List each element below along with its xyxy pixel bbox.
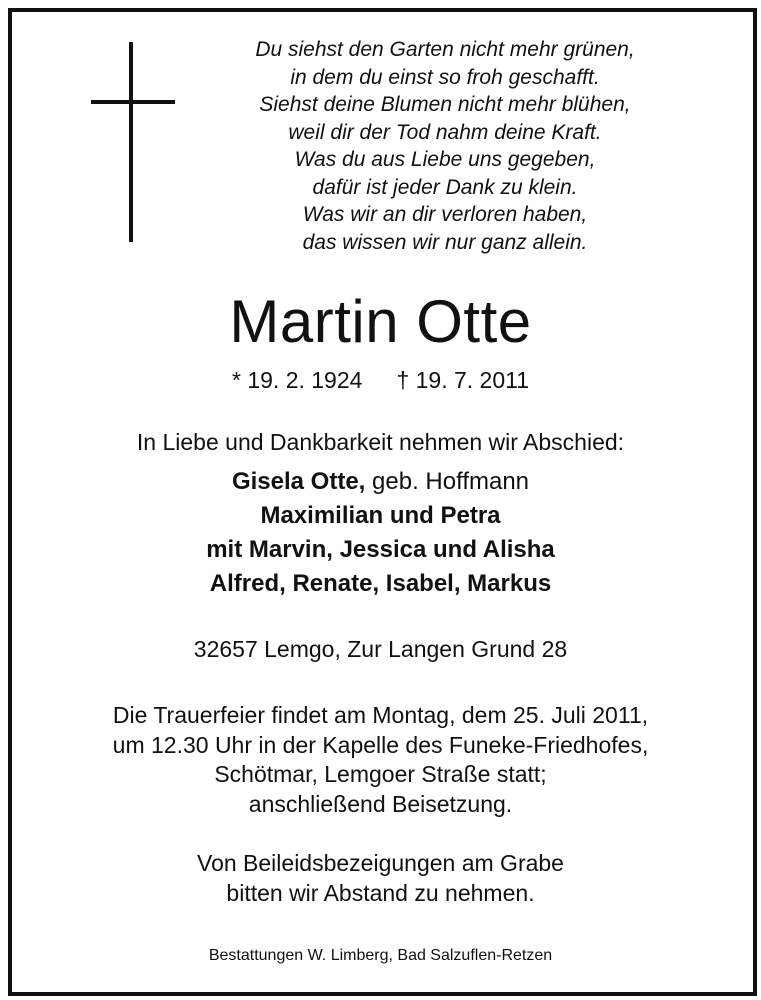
farewell-intro: In Liebe und Dankbarkeit nehmen wir Abschied: — [136, 429, 625, 455]
service-line: anschließend Beisetzung. — [248, 790, 513, 817]
poem-line: Was du aus Liebe uns gegeben, — [294, 148, 596, 171]
spouse-maiden-name: geb. Hoffmann — [372, 468, 530, 495]
poem — [208, 36, 682, 256]
funeral-home-footer: Bestattungen W. Limberg, Bad Salzuflen-Retzen — [208, 947, 553, 964]
spouse-name: Gisela Otte, — [231, 468, 366, 495]
poem-line: Du siehst den Garten nicht mehr grünen, — [255, 38, 635, 61]
condolence-line: Von Beileidsbezeigungen am Grabe — [197, 850, 564, 876]
condolence-note — [0, 849, 761, 908]
life-dates — [0, 365, 761, 395]
condolence-line: bitten wir Abstand zu nehmen. — [226, 879, 535, 906]
birth-date: * 19. 2. 1924 — [231, 367, 363, 393]
poem-line: dafür ist jeder Dank zu klein. — [312, 175, 578, 199]
deceased-name: Martin Otte — [229, 288, 532, 355]
mourners-list — [0, 465, 761, 601]
mourner-line — [0, 465, 761, 499]
funeral-service-info — [0, 701, 761, 819]
poem-line: Siehst deine Blumen nicht mehr blühen, — [259, 93, 631, 116]
poem-line: weil dir der Tod nahm deine Kraft. — [288, 120, 602, 144]
service-line: um 12.30 Uhr in der Kapelle des Funeke-Friedhofes, — [112, 731, 649, 758]
poem-line: Was wir an dir verloren haben, — [302, 203, 588, 226]
mourner-line: Maximilian und Petra — [260, 502, 501, 529]
poem-line: in dem du einst so froh geschafft. — [290, 65, 600, 89]
service-line: Die Trauerfeier findet am Montag, dem 25. Juli 2011, — [112, 702, 649, 728]
death-date: † 19. 7. 2011 — [396, 367, 530, 393]
service-line: Schötmar, Lemgoer Straße statt; — [214, 761, 547, 787]
family-address: 32657 Lemgo, Zur Langen Grund 28 — [193, 636, 568, 662]
poem-line: das wissen wir nur ganz allein. — [302, 230, 588, 254]
mourner-line: Alfred, Renate, Isabel, Markus — [209, 570, 552, 597]
mourner-line: mit Marvin, Jessica und Alisha — [206, 536, 555, 563]
